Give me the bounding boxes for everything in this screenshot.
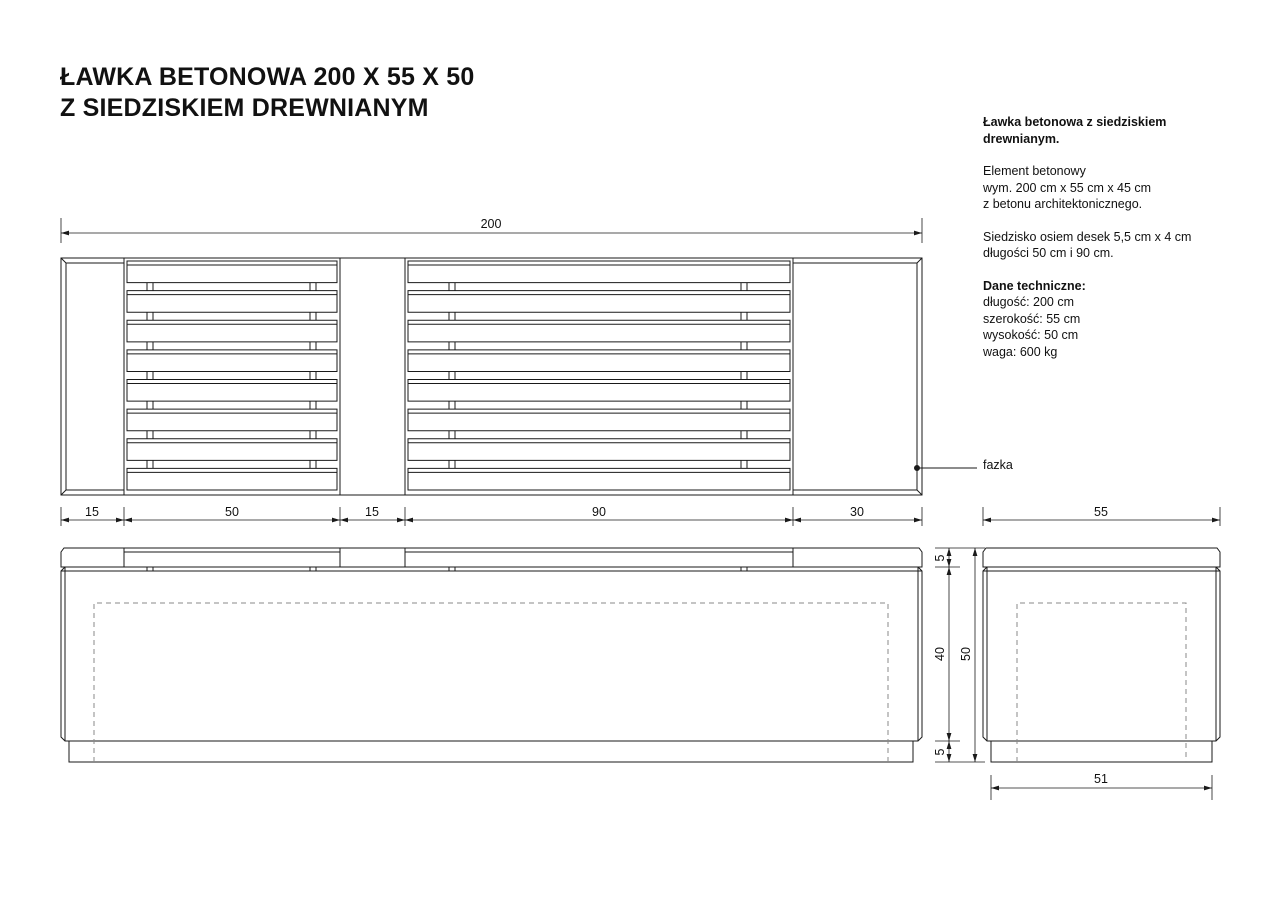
side-concrete-body <box>983 567 1220 741</box>
seat-slat <box>127 439 337 461</box>
dim-side-width: 55 <box>1094 505 1108 519</box>
specs-width: szerokość: 55 cm <box>983 311 1081 326</box>
dim-seg-5: 30 <box>850 505 864 519</box>
top-right-block <box>793 263 917 490</box>
seat-slat <box>408 261 790 283</box>
title-line-1: ŁAWKA BETONOWA 200 X 55 X 50 <box>60 63 475 91</box>
seat-slat <box>408 380 790 402</box>
specs-element-3: z betonu architektonicznego. <box>983 197 1143 211</box>
seat-slat <box>127 320 337 342</box>
seat-slat <box>408 409 790 431</box>
seat-slat <box>127 350 337 372</box>
front-seat-right-cap <box>793 548 922 567</box>
side-hidden-cavity <box>1017 603 1186 762</box>
seat-slat <box>408 350 790 372</box>
seat-slat <box>127 468 337 490</box>
dim-side-plinth-width: 51 <box>1094 772 1108 786</box>
seat-slat <box>127 409 337 431</box>
front-hidden-cavity <box>94 603 888 762</box>
specs-element-1: Element betonowy <box>983 164 1086 178</box>
top-left-block <box>66 263 124 490</box>
front-view <box>61 548 922 762</box>
specs-element-2: wym. 200 cm x 55 cm x 45 cm <box>983 180 1152 195</box>
front-seat-slat-left <box>124 548 340 567</box>
front-seat-slat-right <box>405 548 793 567</box>
side-plinth <box>991 741 1212 762</box>
side-seat <box>983 548 1220 567</box>
seat-slat <box>127 380 337 402</box>
specs-heading-1: Ławka betonowa z siedziskiem <box>983 115 1167 129</box>
seat-slat <box>408 291 790 313</box>
front-plinth <box>69 741 913 762</box>
specs-weight: waga: 600 kg <box>983 344 1058 359</box>
seat-slat <box>408 439 790 461</box>
chamfer-dot <box>915 466 920 471</box>
dim-height-body: 40 <box>933 647 947 661</box>
specs-heading-2: drewnianym. <box>983 131 1060 146</box>
dim-seg-2: 50 <box>225 505 239 519</box>
dim-seg-3: 15 <box>365 505 379 519</box>
specs-seat-2: długości 50 cm i 90 cm. <box>983 246 1114 260</box>
seat-slat <box>408 468 790 490</box>
slats-right-90cm <box>408 261 790 490</box>
specs-height: wysokość: 50 cm <box>983 328 1079 342</box>
specs-length: długość: 200 cm <box>983 295 1075 309</box>
front-seat-middle-cap <box>340 548 405 567</box>
side-view <box>983 548 1220 762</box>
dim-seg-4: 90 <box>592 505 606 519</box>
specs-seat-1: Siedzisko osiem desek 5,5 cm x 4 cm <box>983 229 1192 244</box>
dim-height-total: 50 <box>959 647 973 661</box>
dim-total-length: 200 <box>480 217 502 231</box>
seat-slat <box>408 320 790 342</box>
dim-seg-1: 15 <box>85 505 99 519</box>
seat-slat <box>127 261 337 283</box>
chamfer-label: fazka <box>983 458 1013 472</box>
specs-tech-heading: Dane techniczne: <box>983 278 1086 293</box>
slats-left-50cm <box>127 261 337 490</box>
front-seat-left-cap <box>61 548 124 567</box>
front-concrete-body <box>61 567 922 741</box>
hidden-lines <box>94 603 1186 762</box>
dim-height-seat: 5 <box>933 554 947 562</box>
title-line-2: Z SIEDZISKIEM DREWNIANYM <box>60 94 429 122</box>
top-view <box>61 258 977 495</box>
seat-slat <box>127 291 337 313</box>
dim-height-plinth: 5 <box>933 748 947 756</box>
